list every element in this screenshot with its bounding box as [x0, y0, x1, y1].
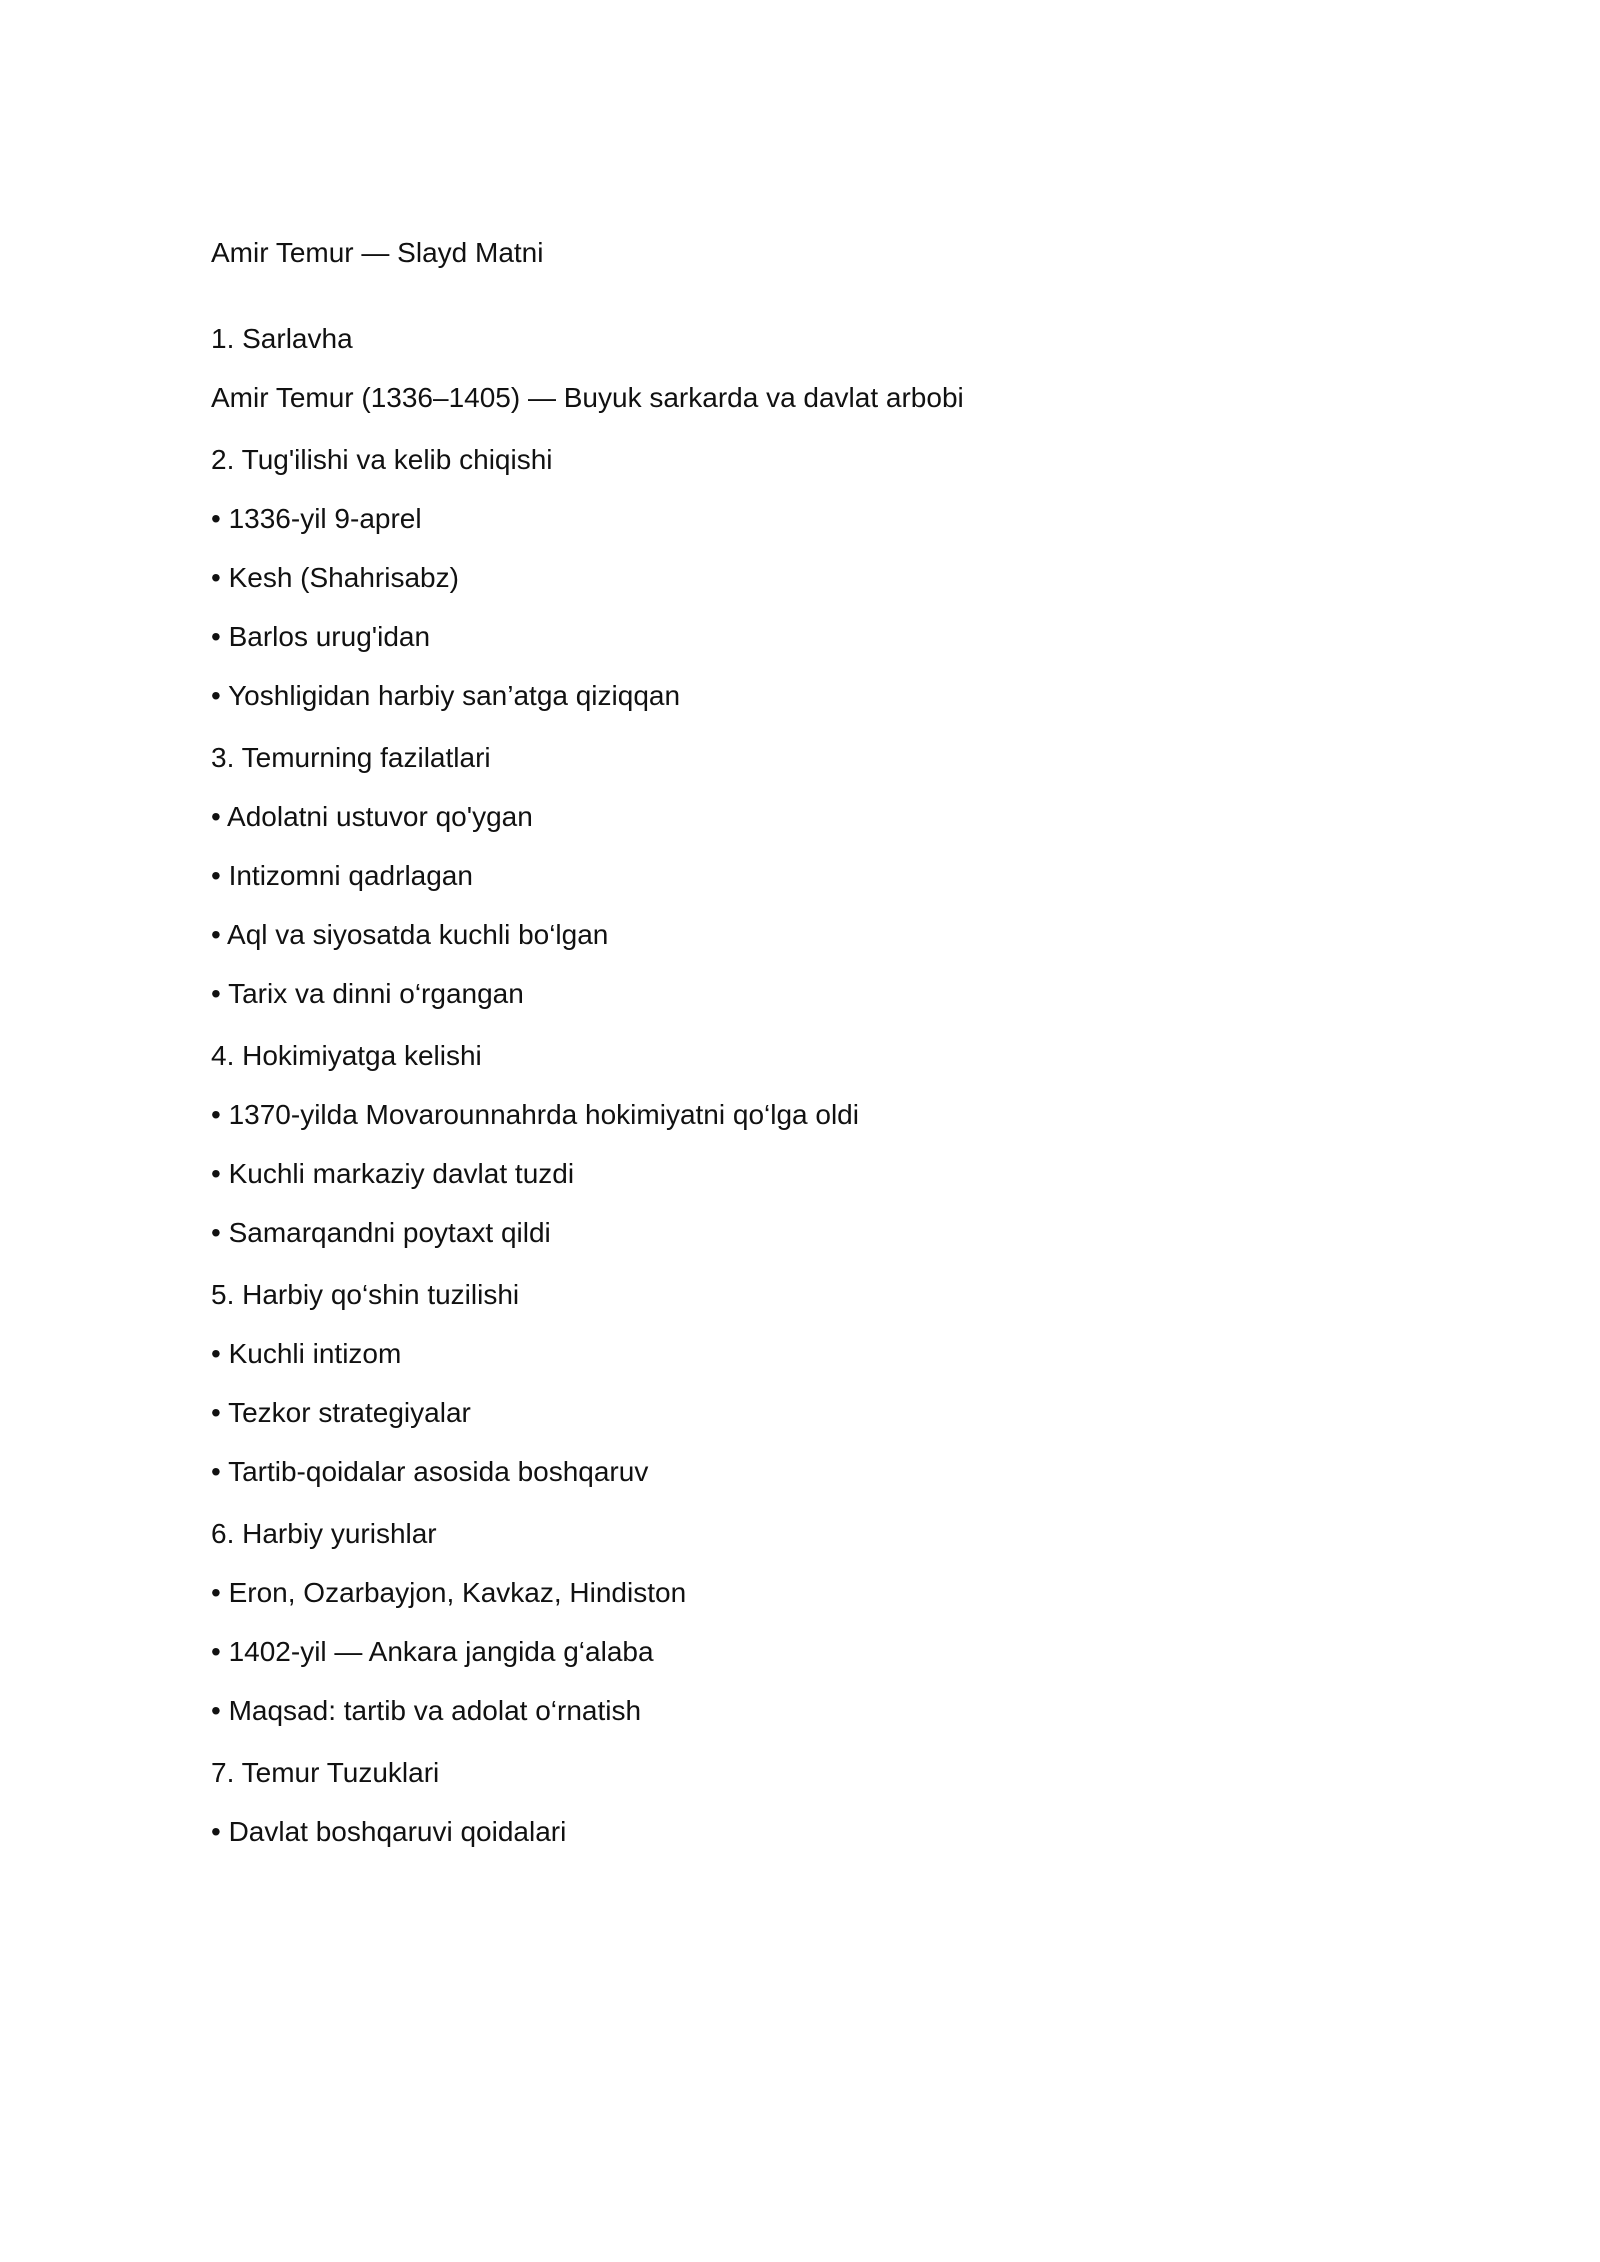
bullet-item: • Tezkor strategiyalar [211, 1397, 471, 1428]
bullet-item: • Kesh (Shahrisabz) [211, 562, 459, 593]
bullet-item: • 1370-yilda Movarounnahrda hokimiyatni qo‘lga oldi [211, 1099, 859, 1130]
bullet-item: • Adolatni ustuvor qo'ygan [211, 801, 533, 832]
document-body [211, 236, 1391, 1874]
bullet-item: • Barlos urug'idan [211, 621, 431, 652]
section-fazilatlari [211, 741, 1391, 1011]
bullet-item: • Eron, Ozarbayjon, Kavkaz, Hindiston [211, 1577, 687, 1608]
section-temur-tuzuklari [211, 1756, 1391, 1849]
section-heading: 7. Temur Tuzuklari [211, 1757, 440, 1788]
section-heading: 2. Tug'ilishi va kelib chiqishi [211, 444, 553, 475]
section-tugilishi [211, 443, 1391, 713]
section-line: Amir Temur (1336–1405) — Buyuk sarkarda va davlat arbobi [211, 382, 964, 413]
bullet-item: • Samarqandni poytaxt qildi [211, 1217, 551, 1248]
bullet-item: • Aql va siyosatda kuchli bo‘lgan [211, 919, 609, 950]
bullet-item: • 1402-yil — Ankara jangida g‘alaba [211, 1636, 654, 1667]
section-heading: 5. Harbiy qo‘shin tuzilishi [211, 1279, 520, 1310]
bullet-item: • Kuchli markaziy davlat tuzdi [211, 1158, 575, 1189]
section-hokimiyatga [211, 1039, 1391, 1250]
section-sarlavha [211, 322, 1391, 415]
bullet-item: • Intizomni qadrlagan [211, 860, 473, 891]
section-heading: 6. Harbiy yurishlar [211, 1518, 437, 1549]
document-title: Amir Temur — Slayd Matni [211, 237, 544, 268]
section-heading: 3. Temurning fazilatlari [211, 742, 491, 773]
bullet-item: • 1336-yil 9-aprel [211, 503, 422, 534]
section-harbiy-yurishlar [211, 1517, 1391, 1728]
section-heading: 4. Hokimiyatga kelishi [211, 1040, 482, 1071]
section-harbiy-qoshin [211, 1278, 1391, 1489]
bullet-item: • Davlat boshqaruvi qoidalari [211, 1816, 567, 1847]
section-heading: 1. Sarlavha [211, 323, 353, 354]
bullet-item: • Tarix va dinni o‘rgangan [211, 978, 524, 1009]
bullet-item: • Kuchli intizom [211, 1338, 402, 1369]
bullet-item: • Maqsad: tartib va adolat o‘rnatish [211, 1695, 642, 1726]
bullet-item: • Tartib-qoidalar asosida boshqaruv [211, 1456, 649, 1487]
bullet-item: • Yoshligidan harbiy san’atga qiziqqan [211, 680, 681, 711]
